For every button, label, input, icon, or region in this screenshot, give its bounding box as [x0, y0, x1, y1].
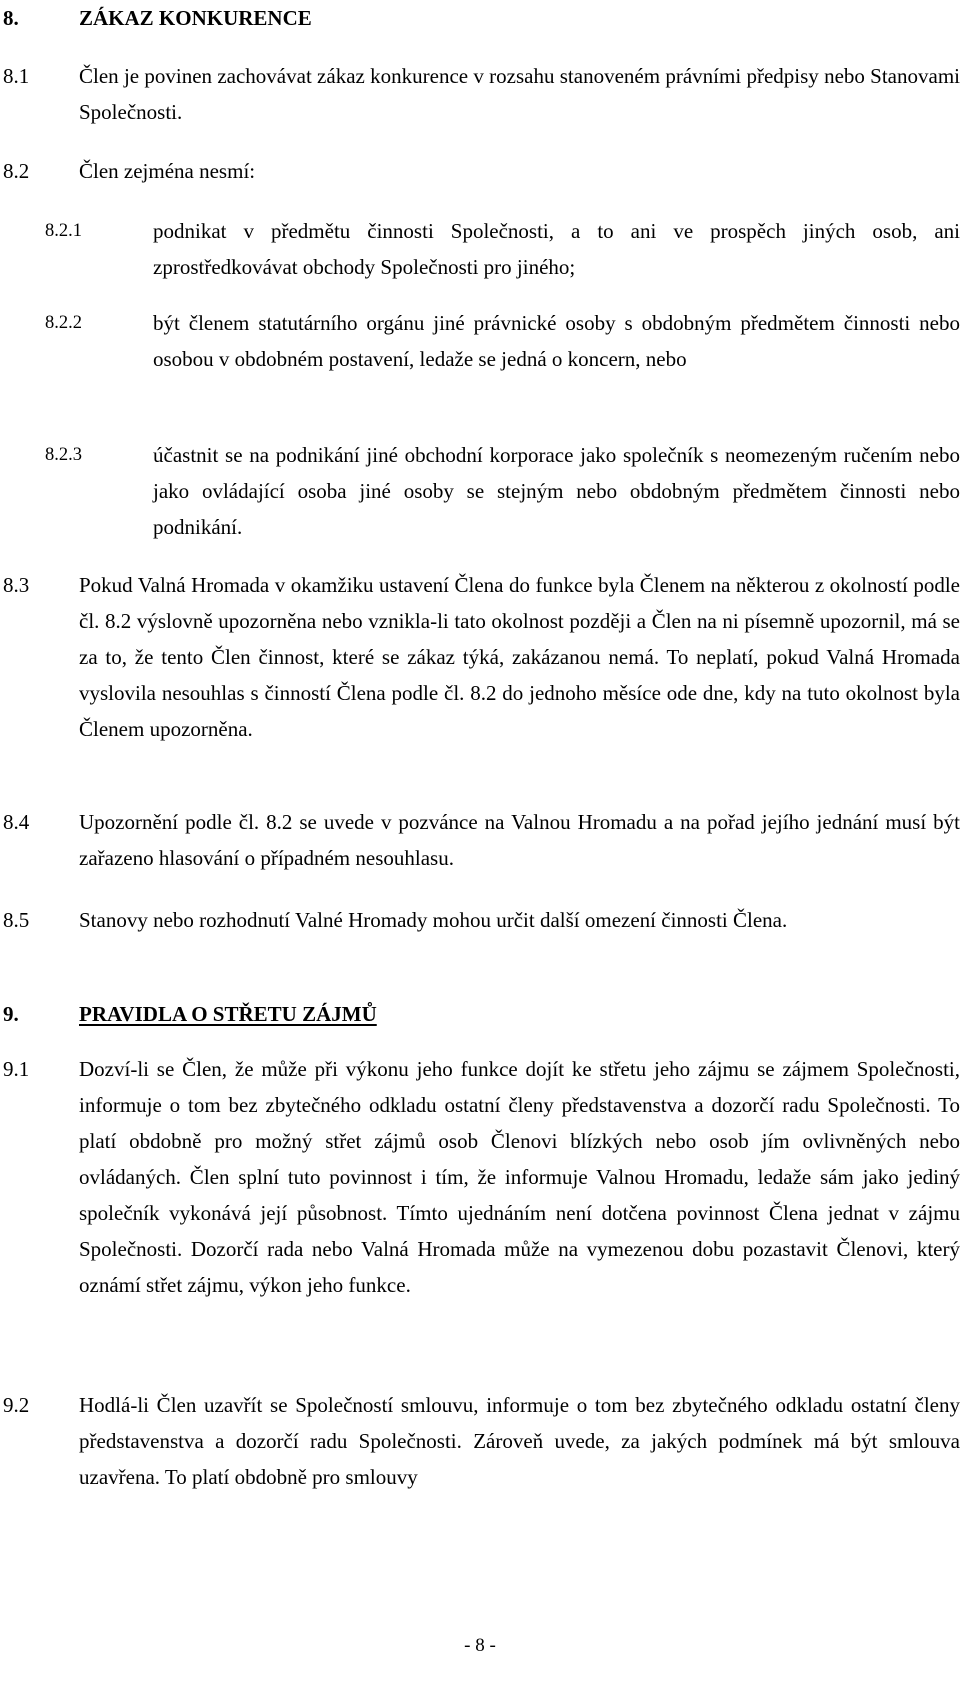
clause-number: 9.1 [3, 1057, 30, 1081]
clause-text: Člen je povinen zachovávat zákaz konkurence v rozsahu stanoveném právními předpisy nebo Stanovami Společnosti. [79, 64, 960, 124]
clause-text: Pokud Valná Hromada v okamžiku ustavení Člena do funkce byla Členem na některou z okolností podle čl. 8.2 výslovně upozorněna nebo vznikla-li tato okolnost později a Člen na ni písemně upozornil, má se za to, že tento Člen činnost, které se zákaz týká, zakázanou nemá. To neplatí, pokud Valná Hromada vyslovila nesouhlas s činností Člena podle čl. 8.2 do jednoho měsíce ode dne, kdy na tuto okolnost byla Členem upozorněna. [79, 573, 960, 741]
clause-text: podnikat v předmětu činnosti Společnosti, a to ani ve prospěch jiných osob, ani zprostředkovávat obchody Společnosti pro jiného; [153, 219, 960, 279]
clause-number: 8.3 [3, 573, 30, 597]
page-number: - 8 - [464, 1635, 496, 1656]
clause-text: Stanovy nebo rozhodnutí Valné Hromady mohou určit další omezení činnosti Člena. [79, 908, 788, 932]
clause-number: 8.2.3 [45, 445, 82, 465]
clause-text: Člen zejména nesmí: [79, 159, 256, 183]
clause-text: Upozornění podle čl. 8.2 se uvede v pozvánce na Valnou Hromadu a na pořad jejího jednání musí být zařazeno hlasování o případném nesouhlasu. [79, 810, 960, 870]
clause-number: 8.2.1 [45, 221, 82, 241]
clause-number: 8.4 [3, 810, 30, 834]
section-title: PRAVIDLA O STŘETU ZÁJMŮ [79, 1002, 377, 1026]
clause-number: 8.2 [3, 159, 30, 183]
clause-number: 8.1 [3, 64, 30, 88]
clause-text: Dozví-li se Člen, že může při výkonu jeho funkce dojít ke střetu jeho zájmu se zájmem Společnosti, informuje o tom bez zbytečného odkladu ostatní členy představenstva a dozorčí radu Společnosti. To platí obdobně pro možný střet zájmů osob Členovi blízkých nebo osob jím ovlivněných nebo ovládaných. Člen splní tuto povinnost i tím, že informuje Valnou Hromadu, ledaže sám jako jediný společník vykonává její působnost. Tímto ujednáním není dotčena povinnost Člena jednat v zájmu Společnosti. Dozorčí rada nebo Valná Hromada může na vymezenou dobu pozastavit Členovi, který oznámí střet zájmu, výkon jeho funkce. [79, 1057, 960, 1297]
section-number: 9. [3, 1002, 19, 1026]
clause-number: 8.5 [3, 908, 30, 932]
clause-text: Hodlá-li Člen uzavřít se Společností smlouvu, informuje o tom bez zbytečného odkladu ostatní členy představenstva a dozorčí radu Společnosti. Zároveň uvede, za jakých podmínek má být smlouva uzavřena. To platí obdobně pro smlouvy [79, 1393, 960, 1489]
clause-number: 9.2 [3, 1393, 30, 1417]
section-number: 8. [3, 6, 19, 30]
clause-text: být členem statutárního orgánu jiné právnické osoby s obdobným předmětem činnosti nebo osobou v obdobném postavení, ledaže se jedná o koncern, nebo [153, 311, 960, 371]
clause-text: účastnit se na podnikání jiné obchodní korporace jako společník s neomezeným ručením nebo jako ovládající osoba jiné osoby se stejným nebo obdobným předmětem činnosti nebo podnikání. [153, 443, 960, 539]
section-title: ZÁKAZ KONKURENCE [79, 6, 312, 30]
clause-number: 8.2.2 [45, 313, 82, 333]
